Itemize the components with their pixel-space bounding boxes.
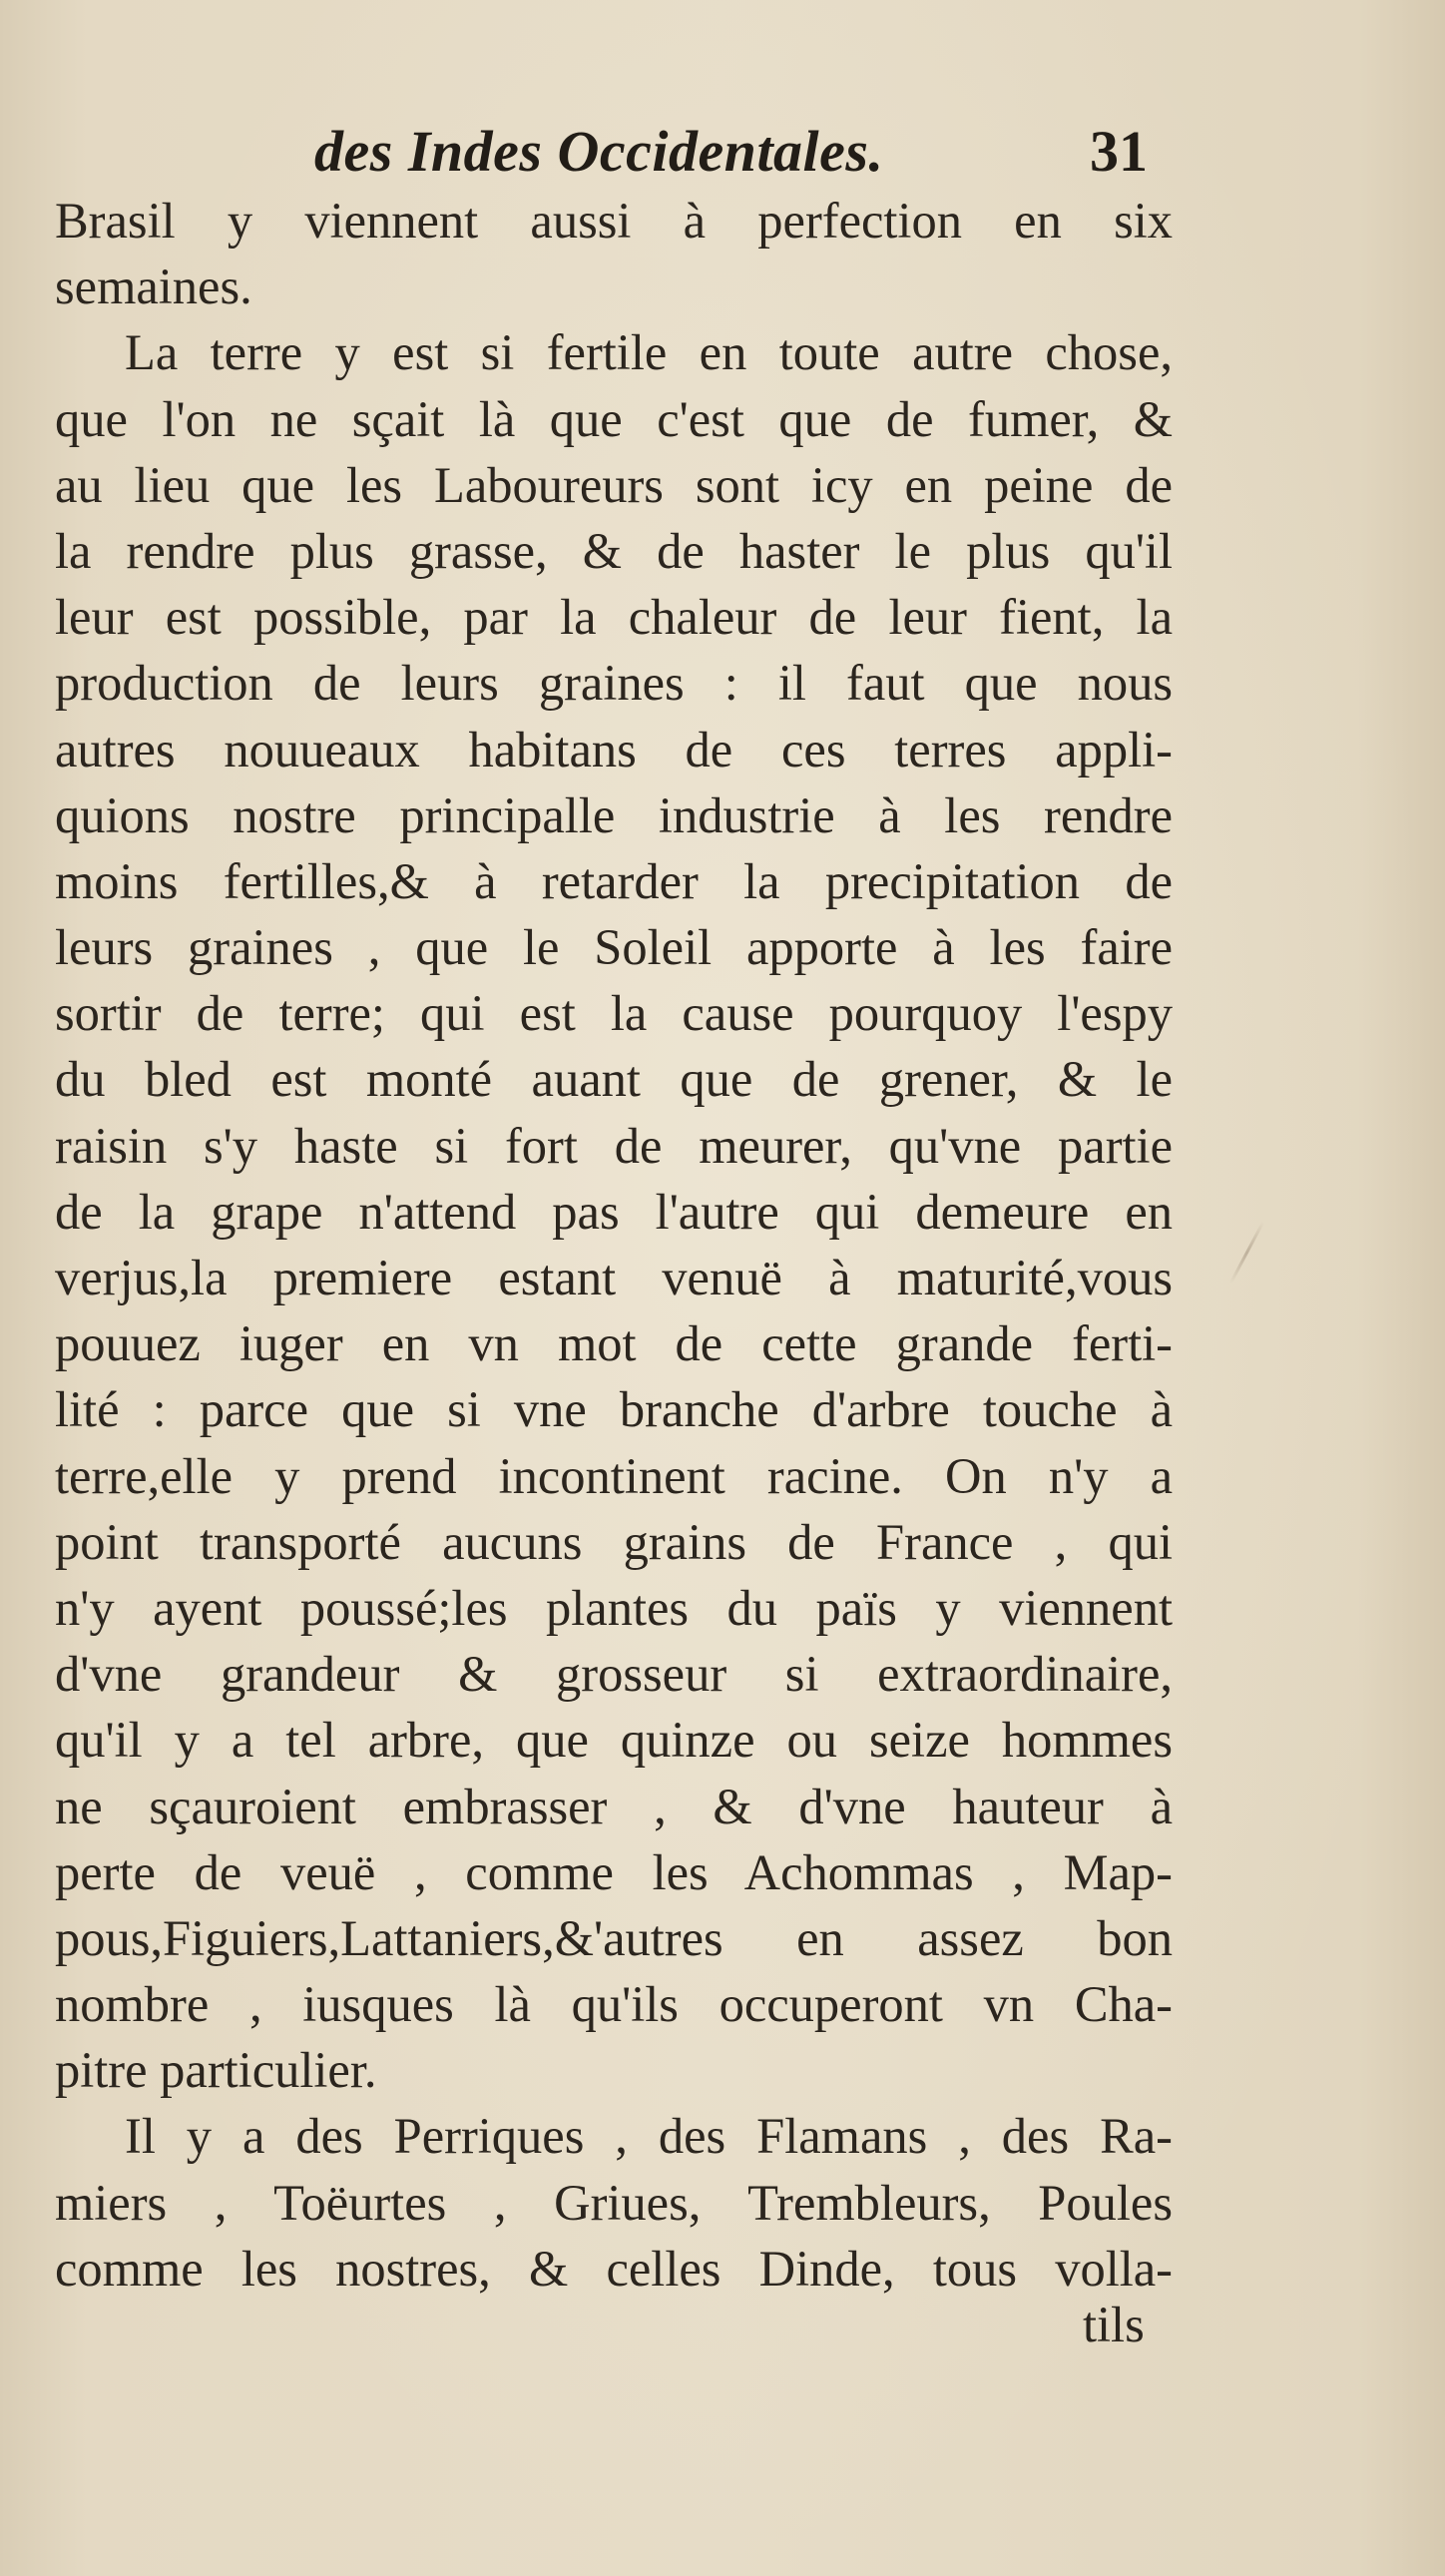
- text-line: Il y a des Perriques , des Flamans , des Ra-: [125, 2108, 1173, 2165]
- text-line: La terre y est si fertile en toute autre chose,: [125, 324, 1173, 381]
- text-line: perte de veuë , comme les Achommas , Map-: [55, 1843, 1173, 1900]
- page-header: [0, 118, 1445, 198]
- running-title: des Indes Occidentales.: [314, 119, 884, 184]
- body-text: [55, 188, 1173, 2302]
- page-number: 31: [1090, 119, 1148, 184]
- paper-mark: [1229, 1221, 1265, 1284]
- text-line: n'y ayent poussé;les plantes du païs y viennent: [55, 1579, 1173, 1636]
- text-line: Brasil y viennent aussi à perfection en six: [55, 193, 1173, 249]
- text-line: d'vne grandeur & grosseur si extraordinaire,: [55, 1646, 1173, 1703]
- text-line: point transporté aucuns grains de France , qui: [55, 1513, 1173, 1570]
- text-line: de la grape n'attend pas l'autre qui demeure en: [55, 1183, 1173, 1240]
- text-line: leurs graines , que le Soleil apporte à les faire: [55, 919, 1173, 976]
- text-line: pous,Figuiers,Lattaniers,&'autres en assez bon: [55, 1909, 1173, 1966]
- text-line: terre,elle y prend incontinent racine. On n'y a: [55, 1447, 1173, 1504]
- text-line: pouuez iuger en vn mot de cette grande ferti-: [55, 1315, 1173, 1372]
- text-line: pitre particulier.: [55, 2042, 377, 2099]
- text-line: au lieu que les Laboureurs sont icy en peine de: [55, 456, 1173, 513]
- text-line: qu'il y a tel arbre, que quinze ou seize hommes: [55, 1712, 1173, 1769]
- text-line: nombre , iusques là qu'ils occuperont vn Cha-: [55, 1976, 1173, 2033]
- text-line: du bled est monté auant que de grener, & le: [55, 1051, 1173, 1108]
- text-line: quions nostre principalle industrie à les rendre: [55, 786, 1173, 843]
- text-line: production de leurs graines : il faut que nous: [55, 655, 1173, 712]
- text-line: comme les nostres, & celles Dinde, tous volla-: [55, 2240, 1173, 2297]
- text-line: semaines.: [55, 258, 252, 315]
- text-line: leur est possible, par la chaleur de leur fient, la: [55, 589, 1173, 646]
- text-line: autres nouueaux habitans de ces terres appli-: [55, 721, 1173, 777]
- text-line: moins fertilles,& à retarder la precipitation de: [55, 852, 1173, 909]
- text-line: la rendre plus grasse, & de haster le plus qu'il: [55, 522, 1173, 579]
- text-line: ne sçauroient embrasser , & d'vne hauteur à: [55, 1778, 1173, 1834]
- text-line: lité : parce que si vne branche d'arbre touche à: [55, 1381, 1173, 1438]
- text-line: raisin s'y haste si fort de meurer, qu'vne partie: [55, 1117, 1173, 1174]
- text-line: sortir de terre; qui est la cause pourquoy l'espy: [55, 985, 1173, 1042]
- text-line: miers , Toëurtes , Griues, Trembleurs, Poules: [55, 2174, 1173, 2231]
- text-line: que l'on ne sçait là que c'est que de fumer, &: [55, 390, 1173, 447]
- catchword: tils: [1083, 2297, 1145, 2352]
- text-line: verjus,la premiere estant venuë à maturité,vous: [55, 1250, 1173, 1305]
